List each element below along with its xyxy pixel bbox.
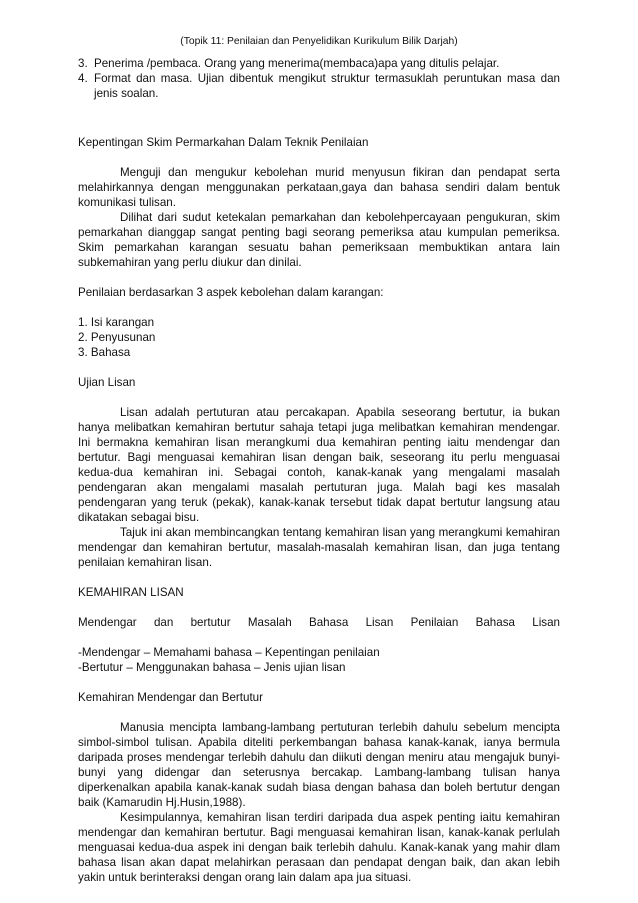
section-heading-skim: Kepentingan Skim Permarkahan Dalam Teknik Penilaian [78, 136, 369, 149]
keyword: Bahasa [308, 616, 349, 629]
keyword-row [78, 615, 560, 630]
list-item-number: 3. [78, 57, 88, 70]
page-header: (Topik 11: Penilaian dan Penyelidikan Kurikulum Bilik Darjah) [180, 36, 458, 47]
paragraph: Kesimpulannya, kemahiran lisan terdiri daripada dua aspek penting iaitu kemahiran mendengar dan kemahiran bertutur. Bagi menguasai kemahiran lisan, kanak-kanak perlulah menguasai kedua-dua aspek ini dengan baik terlebih dahulu. Kanak-kanak yang mahir dlam bahasa lisan akan dapat melahirkan perasaan dan pendapat dengan baik, dan akan lebih yakin untuk berinteraksi dengan orang lain dalam apa jua situasi. [78, 811, 560, 884]
paragraph: Dilihat dari sudut ketekalan pemarkahan dan kebolehpercayaan pengukuran, skim pemarkahan dianggap sangat penting bagi seorang pemeriksa atau kumpulan pemeriksa. Skim pemarkahan karangan sesuatu bahan pemeriksaan membuktikan antara lain subkemahiran yang perlu diukur dan dinilai. [78, 211, 560, 269]
keyword: bertutur [190, 616, 231, 629]
top-list [78, 56, 560, 101]
list-item-text: Penerima /pembaca. Orang yang menerima(membaca)apa yang ditulis pelajar. [94, 57, 500, 70]
keyword: Lisan [365, 616, 394, 629]
kemahiran-line: -Mendengar – Memahami bahasa – Kepentingan penilaian [78, 646, 380, 659]
list-item-number: 4. [78, 72, 88, 85]
list-item-text: Format dan masa. Ujian dibentuk mengikut struktur termasuklah peruntukan masa dan jenis soalan. [94, 72, 560, 100]
page-content [78, 56, 560, 885]
keyword: Mendengar [78, 616, 137, 629]
paragraph: Manusia mencipta lambang-lambang pertuturan terlebih dahulu sebelum mencipta simbol-simbol tulisan. Apabila diteliti perkembangan bahasa kanak-kanak, ianya bermula daripada proses mendengar terlebih dahulu dan diikuti dengan meniru atau mengajuk bunyi-bunyi yang didengar dan seterusnya bercakap. Lambang-lambang tulisan hanya diperkenalkan apabila kanak-kanak sudah biasa dengan bahasa dan boleh bertutur dengan baik (Kamarudin Hj.Husin,1988). [78, 721, 560, 809]
list-item [78, 56, 560, 71]
section-heading-mendengar-bertutur: Kemahiran Mendengar dan Bertutur [78, 691, 263, 704]
section-heading-ujian-lisan: Ujian Lisan [78, 376, 136, 389]
paragraph: Menguji dan mengukur kebolehan murid menyusun fikiran dan pendapat serta melahirkannya dengan menggunakan perkataan,gaya dan bahasa sendiri dalam bentuk komunikasi tulisan. [78, 166, 560, 209]
section-heading-kemahiran-lisan: KEMAHIRAN LISAN [78, 586, 184, 599]
keyword: Masalah [247, 616, 292, 629]
paragraph: Tajuk ini akan membincangkan tentang kemahiran lisan yang merangkumi kemahiran mendengar dan kemahiran bertutur, masalah-masalah kemahiran lisan, dan juga tentang penilaian kemahiran lisan. [78, 526, 560, 569]
keyword: dan [153, 616, 174, 629]
keyword: Penilaian [410, 616, 459, 629]
kemahiran-line: -Bertutur – Menggunakan bahasa – Jenis ujian lisan [78, 661, 346, 674]
paragraph: Lisan adalah pertuturan atau percakapan. Apabila seseorang bertutur, ia bukan hanya melibatkan kemahiran bertutur sahaja tetapi juga melibatkan kemahiran mendengar. Ini bermakna kemahiran lisan merangkumi dua kemahiran penting iaitu mendengar dan bertutur. Bagi menguasai kemahiran lisan dengan baik, seseorang itu perlu menguasai kedua-dua kemahiran ini. Sebagai contoh, kanak-kanak yang mengalami masalah pendengaran akan mengalami masalah pertuturan juga. Malah bagi kes masalah pendengaran yang teruk (pekak), kanak-kanak tersebut tidak dapat bertutur langsung atau dikatakan sebagai bisu. [78, 406, 560, 524]
aspek-item: 1. Isi karangan [78, 316, 155, 329]
aspek-item: 3. Bahasa [78, 346, 131, 359]
aspek-intro: Penilaian berdasarkan 3 aspek kebolehan dalam karangan: [78, 286, 384, 299]
list-item [78, 71, 560, 101]
keyword: Lisan [532, 616, 560, 629]
aspek-item: 2. Penyusunan [78, 331, 156, 344]
keyword: Bahasa [475, 616, 515, 629]
